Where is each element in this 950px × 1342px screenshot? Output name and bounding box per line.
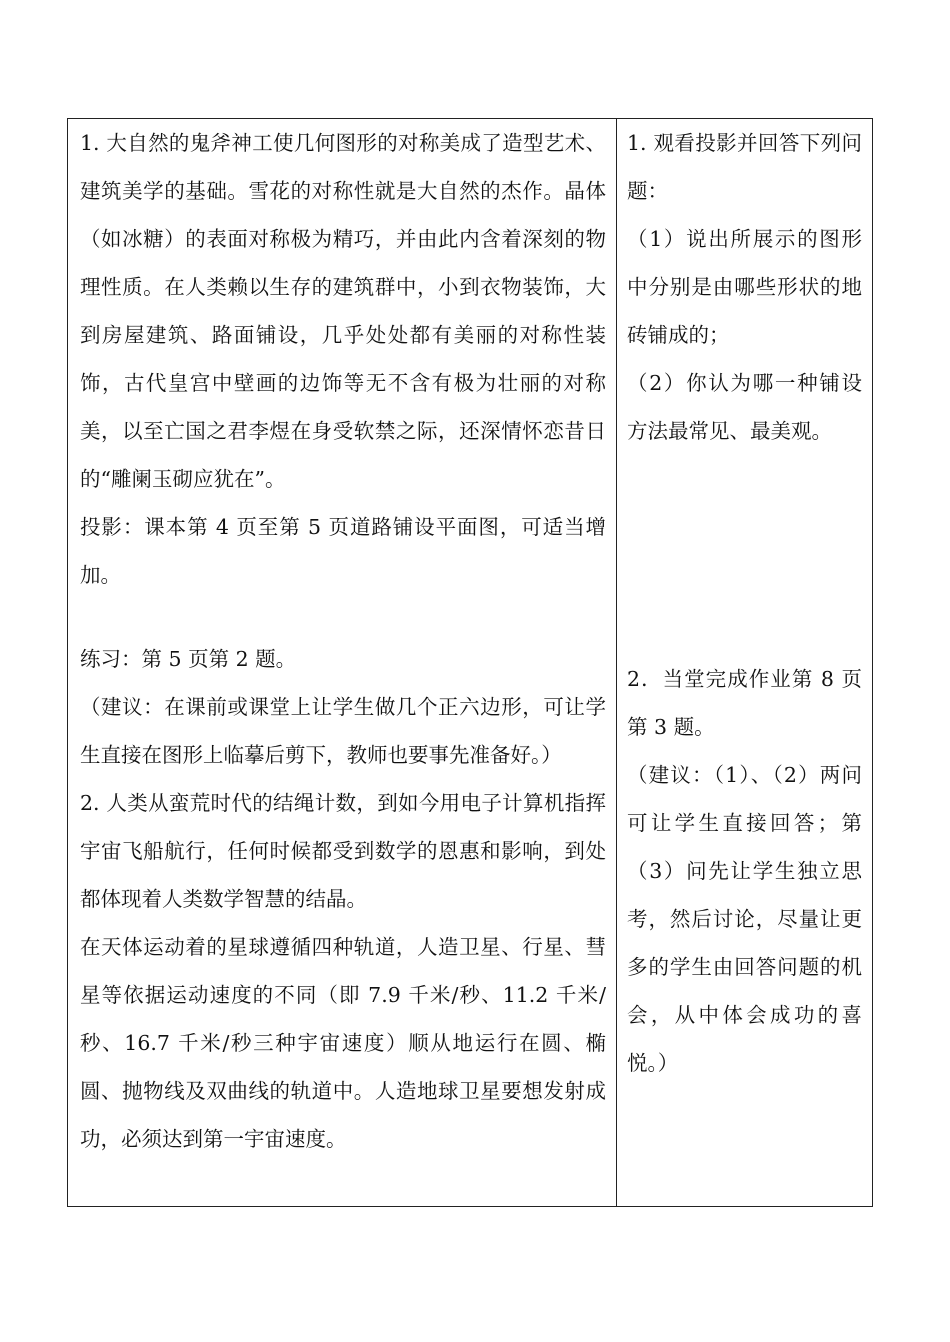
lesson-table <box>67 118 873 1207</box>
paragraph-right-suggestion: （建议：（1）、（2）两问可让学生直接回答；第（3）问先让学生独立思考，然后讨论，尽量让更多的学生由回答问题的机会，从中体会成功的喜悦。） <box>627 763 862 1075</box>
student-activity-column <box>617 119 872 1206</box>
spacer <box>80 599 606 635</box>
paragraph-question-2: （2）你认为哪一种铺设方法最常见、最美观。 <box>627 371 862 443</box>
paragraph-projection: 投影：课本第 4 页至第 5 页道路铺设平面图，可适当增加。 <box>80 515 606 587</box>
paragraph-question-1: （1）说出所展示的图形中分别是由哪些形状的地砖铺成的； <box>627 227 862 347</box>
spacer <box>627 455 862 655</box>
paragraph-watch-projection: 1. 观看投影并回答下列问题： <box>627 131 862 203</box>
paragraph-homework: 2．当堂完成作业第 8 页第 3 题。 <box>627 667 862 739</box>
paragraph-suggestion: （建议：在课前或课堂上让学生做几个正六边形，可让学生直接在图形上临摹后剪下，教师也要事先准备好。） <box>80 695 606 767</box>
paragraph-orbits: 在天体运动着的星球遵循四种轨道，人造卫星、行星、彗星等依据运动速度的不同（即 7.9 千米/秒、11.2 千米/秒、16.7 千米/秒三种宇宙速度）顺从地运行在圆、椭圆、抛物线及双曲线的轨道中。人造地球卫星要想发射成功，必须达到第一宇宙速度。 <box>80 935 606 1151</box>
teacher-activity-column <box>68 119 617 1206</box>
paragraph-symmetry-intro: 1. 大自然的鬼斧神工使几何图形的对称美成了造型艺术、建筑美学的基础。雪花的对称性就是大自然的杰作。晶体（如冰糖）的表面对称极为精巧，并由此内含着深刻的物理性质。在人类赖以生存的建筑群中，小到衣物装饰，大到房屋建筑、路面铺设，几乎处处都有美丽的对称性装饰，古代皇宫中壁画的边饰等无不含有极为壮丽的对称美，以至亡国之君李煜在身受软禁之际，还深情怀恋昔日的“雕阑玉砌应犹在”。 <box>80 131 606 491</box>
paragraph-exercise: 练习：第 5 页第 2 题。 <box>80 647 297 671</box>
paragraph-math-history: 2. 人类从蛮荒时代的结绳计数，到如今用电子计算机指挥宇宙飞船航行，任何时候都受到数学的恩惠和影响，到处都体现着人类数学智慧的结晶。 <box>80 791 606 911</box>
